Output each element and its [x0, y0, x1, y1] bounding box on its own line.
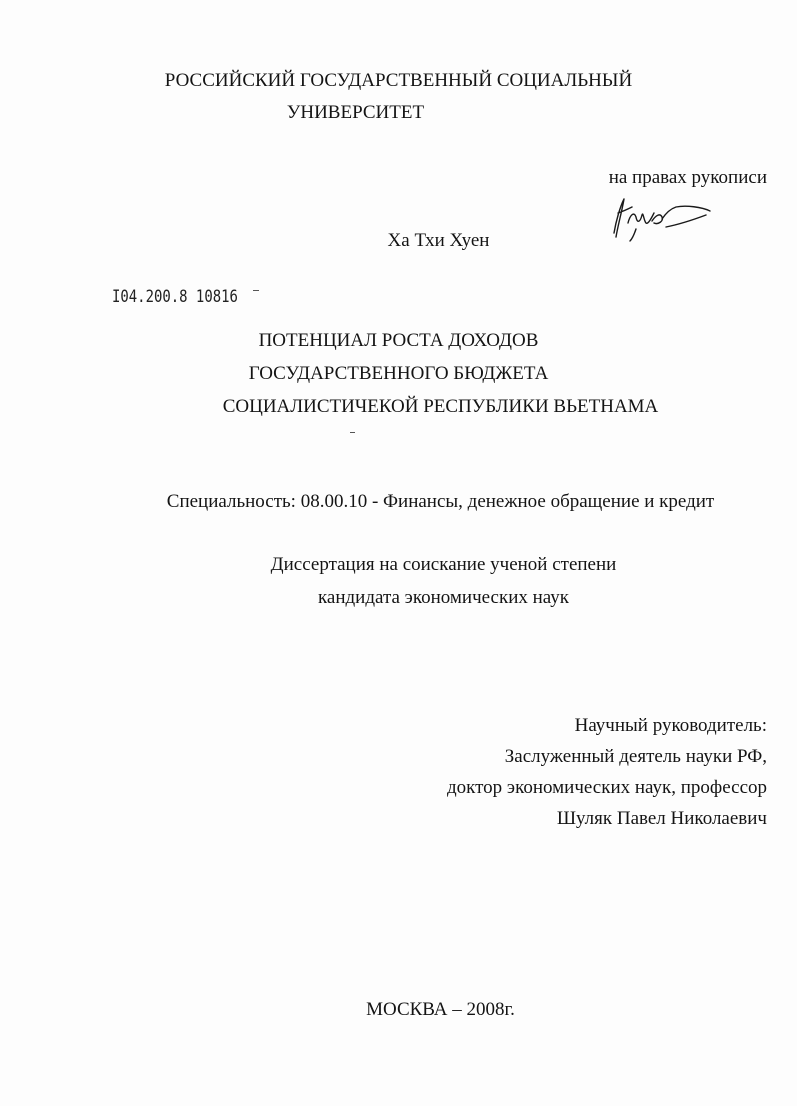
title-line1: ПОТЕНЦИАЛ РОСТА ДОХОДОВ [258, 330, 539, 351]
title-line3: СОЦИАЛИСТИЧЕКОЙ РЕСПУБЛИКИ ВЬЕТНАМА [222, 396, 659, 417]
supervisor-title2: доктор экономических наук, профессор [446, 777, 767, 798]
university-name-line2: УНИВЕРСИТЕТ [286, 102, 425, 123]
university-name-line1: РОССИЙСКИЙ ГОСУДАРСТВЕННЫЙ СОЦИАЛЬНЫЙ [164, 70, 633, 91]
title-line2: ГОСУДАРСТВЕННОГО БЮДЖЕТА [248, 363, 549, 384]
specialty: Специальность: 08.00.10 - Финансы, денежное обращение и кредит [166, 491, 715, 512]
scan-speck [350, 432, 355, 433]
dissertation-line1: Диссертация на соискание ученой степени [270, 554, 617, 575]
dissertation-line2: кандидата экономических наук [317, 587, 570, 608]
author-name: Ха Тхи Хуен [387, 230, 490, 251]
manuscript-note: на правах рукописи [608, 167, 767, 188]
supervisor-title1: Заслуженный деятель науки РФ, [504, 746, 767, 767]
stamp-mark [253, 290, 259, 291]
supervisor-heading: Научный руководитель: [574, 715, 767, 736]
supervisor-name: Шуляк Павел Николаевич [556, 808, 767, 829]
city-year-footer: МОСКВА – 2008г. [366, 999, 515, 1020]
catalog-stamp: I04.200.8 10816 [112, 287, 238, 307]
